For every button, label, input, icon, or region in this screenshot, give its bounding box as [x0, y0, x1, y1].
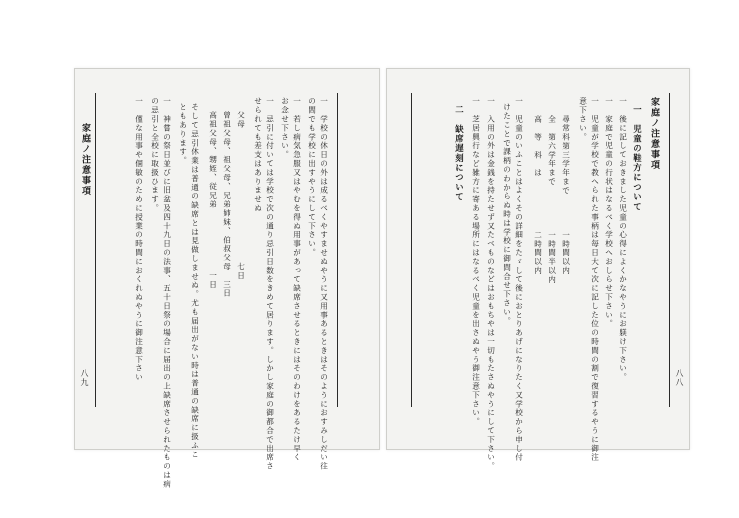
text-column: ともあります。 — [178, 103, 188, 166]
text-column: 全 第六学年まで 一時間半以内 — [547, 115, 557, 285]
text-column: 一 入用の外は金銭を持たせず又たべものなどはおもちやは一切もたさぬやうにして下さい。 — [486, 97, 496, 471]
text-column: 尋常科第三学年まで 一時間以内 — [561, 115, 571, 276]
text-column: 父母 七日 — [236, 111, 246, 281]
text-column: 一 若し病気急服又はやむを得ぬ用事があって缺席させるときにはそのわけをあるたけ早く — [292, 97, 302, 462]
text-column: 一 児童が学校で教へられた事柄は毎日大て次に記した位の時間の割で復習するやうに御注 — [590, 97, 600, 462]
left-page — [74, 68, 380, 489]
text-column: 一 僅な用事や個敏のために授業の時間におくれぬやうに御注意下さい — [134, 97, 144, 382]
text-column: 高 等 科 は 二時間以内 — [533, 115, 543, 276]
text-column: そして忌引休業は普通の缺席とは見做しませぬ。尤も届出がない時は普通の缺席に扱ふこ — [190, 103, 200, 459]
text-column: 一 芝居興行など雑方に寄ある場所にはなるべく児童を出さぬやう御注意下さい。 — [471, 97, 481, 427]
text-column: お念せ下さい。 — [280, 97, 290, 160]
text-column: 一 後に記しておきました児童の心得によくかなやうにお躾け下さい。 — [618, 97, 628, 382]
text-column: 一 児童のいふことはよくその詳細をたゞして後におとりあげになりたく又学校から申し付 — [514, 97, 524, 462]
text-column: 高祖父母、甥姪、従兄弟 一日 — [208, 111, 218, 289]
text-column: 曾祖父母、祖父母、兄弟姉妹、伯叔父母 三日 — [222, 111, 232, 298]
text-column: 一 神嘗の祭日並びに旧盆及四十九日の法事、五十日祭の場合に届出の上缺席させられたものは病 — [162, 97, 172, 489]
text-column: 一 学校の休日の外は成るべくやすませぬやうに又用事あるときはそのようにおすみしだい往 — [319, 97, 329, 471]
text-column: の忌引と全校に取扱ひます。 — [150, 97, 160, 213]
text-column: せられても差支はありませぬ — [253, 97, 263, 213]
right-running-head: 家庭ノ注意事項 — [649, 97, 659, 171]
section-heading: 一 児童の鞋方について — [632, 105, 643, 212]
right-page-inner-rule — [411, 93, 412, 407]
text-column: の間でも学校に出すやうにして下さい。 — [307, 97, 317, 258]
text-column: けたことで課柄のわからぬ時は学校に御問合せ下さい。 — [502, 103, 512, 326]
right-page — [386, 68, 690, 471]
text-column: 意下さい。 — [578, 97, 588, 142]
left-page-number: 八九 — [80, 369, 89, 387]
text-column: 一 家庭で児童の行状はなるべく学校へおしらせ下さい。 — [604, 97, 614, 329]
left-running-head: 家庭ノ注意事項 — [80, 123, 90, 197]
left-page-head-rule — [337, 93, 338, 407]
right-page-outer-rule — [669, 93, 670, 407]
left-page-inner-rule — [95, 93, 96, 407]
text-column: 一 忌引に付いては学校で次の通り忌引日数をきめて居ります。しかし家庭の御都合で出席さ — [265, 97, 275, 471]
right-page-number: 八八 — [675, 369, 684, 387]
section-heading: 二 缺席遅刻について — [454, 105, 465, 202]
